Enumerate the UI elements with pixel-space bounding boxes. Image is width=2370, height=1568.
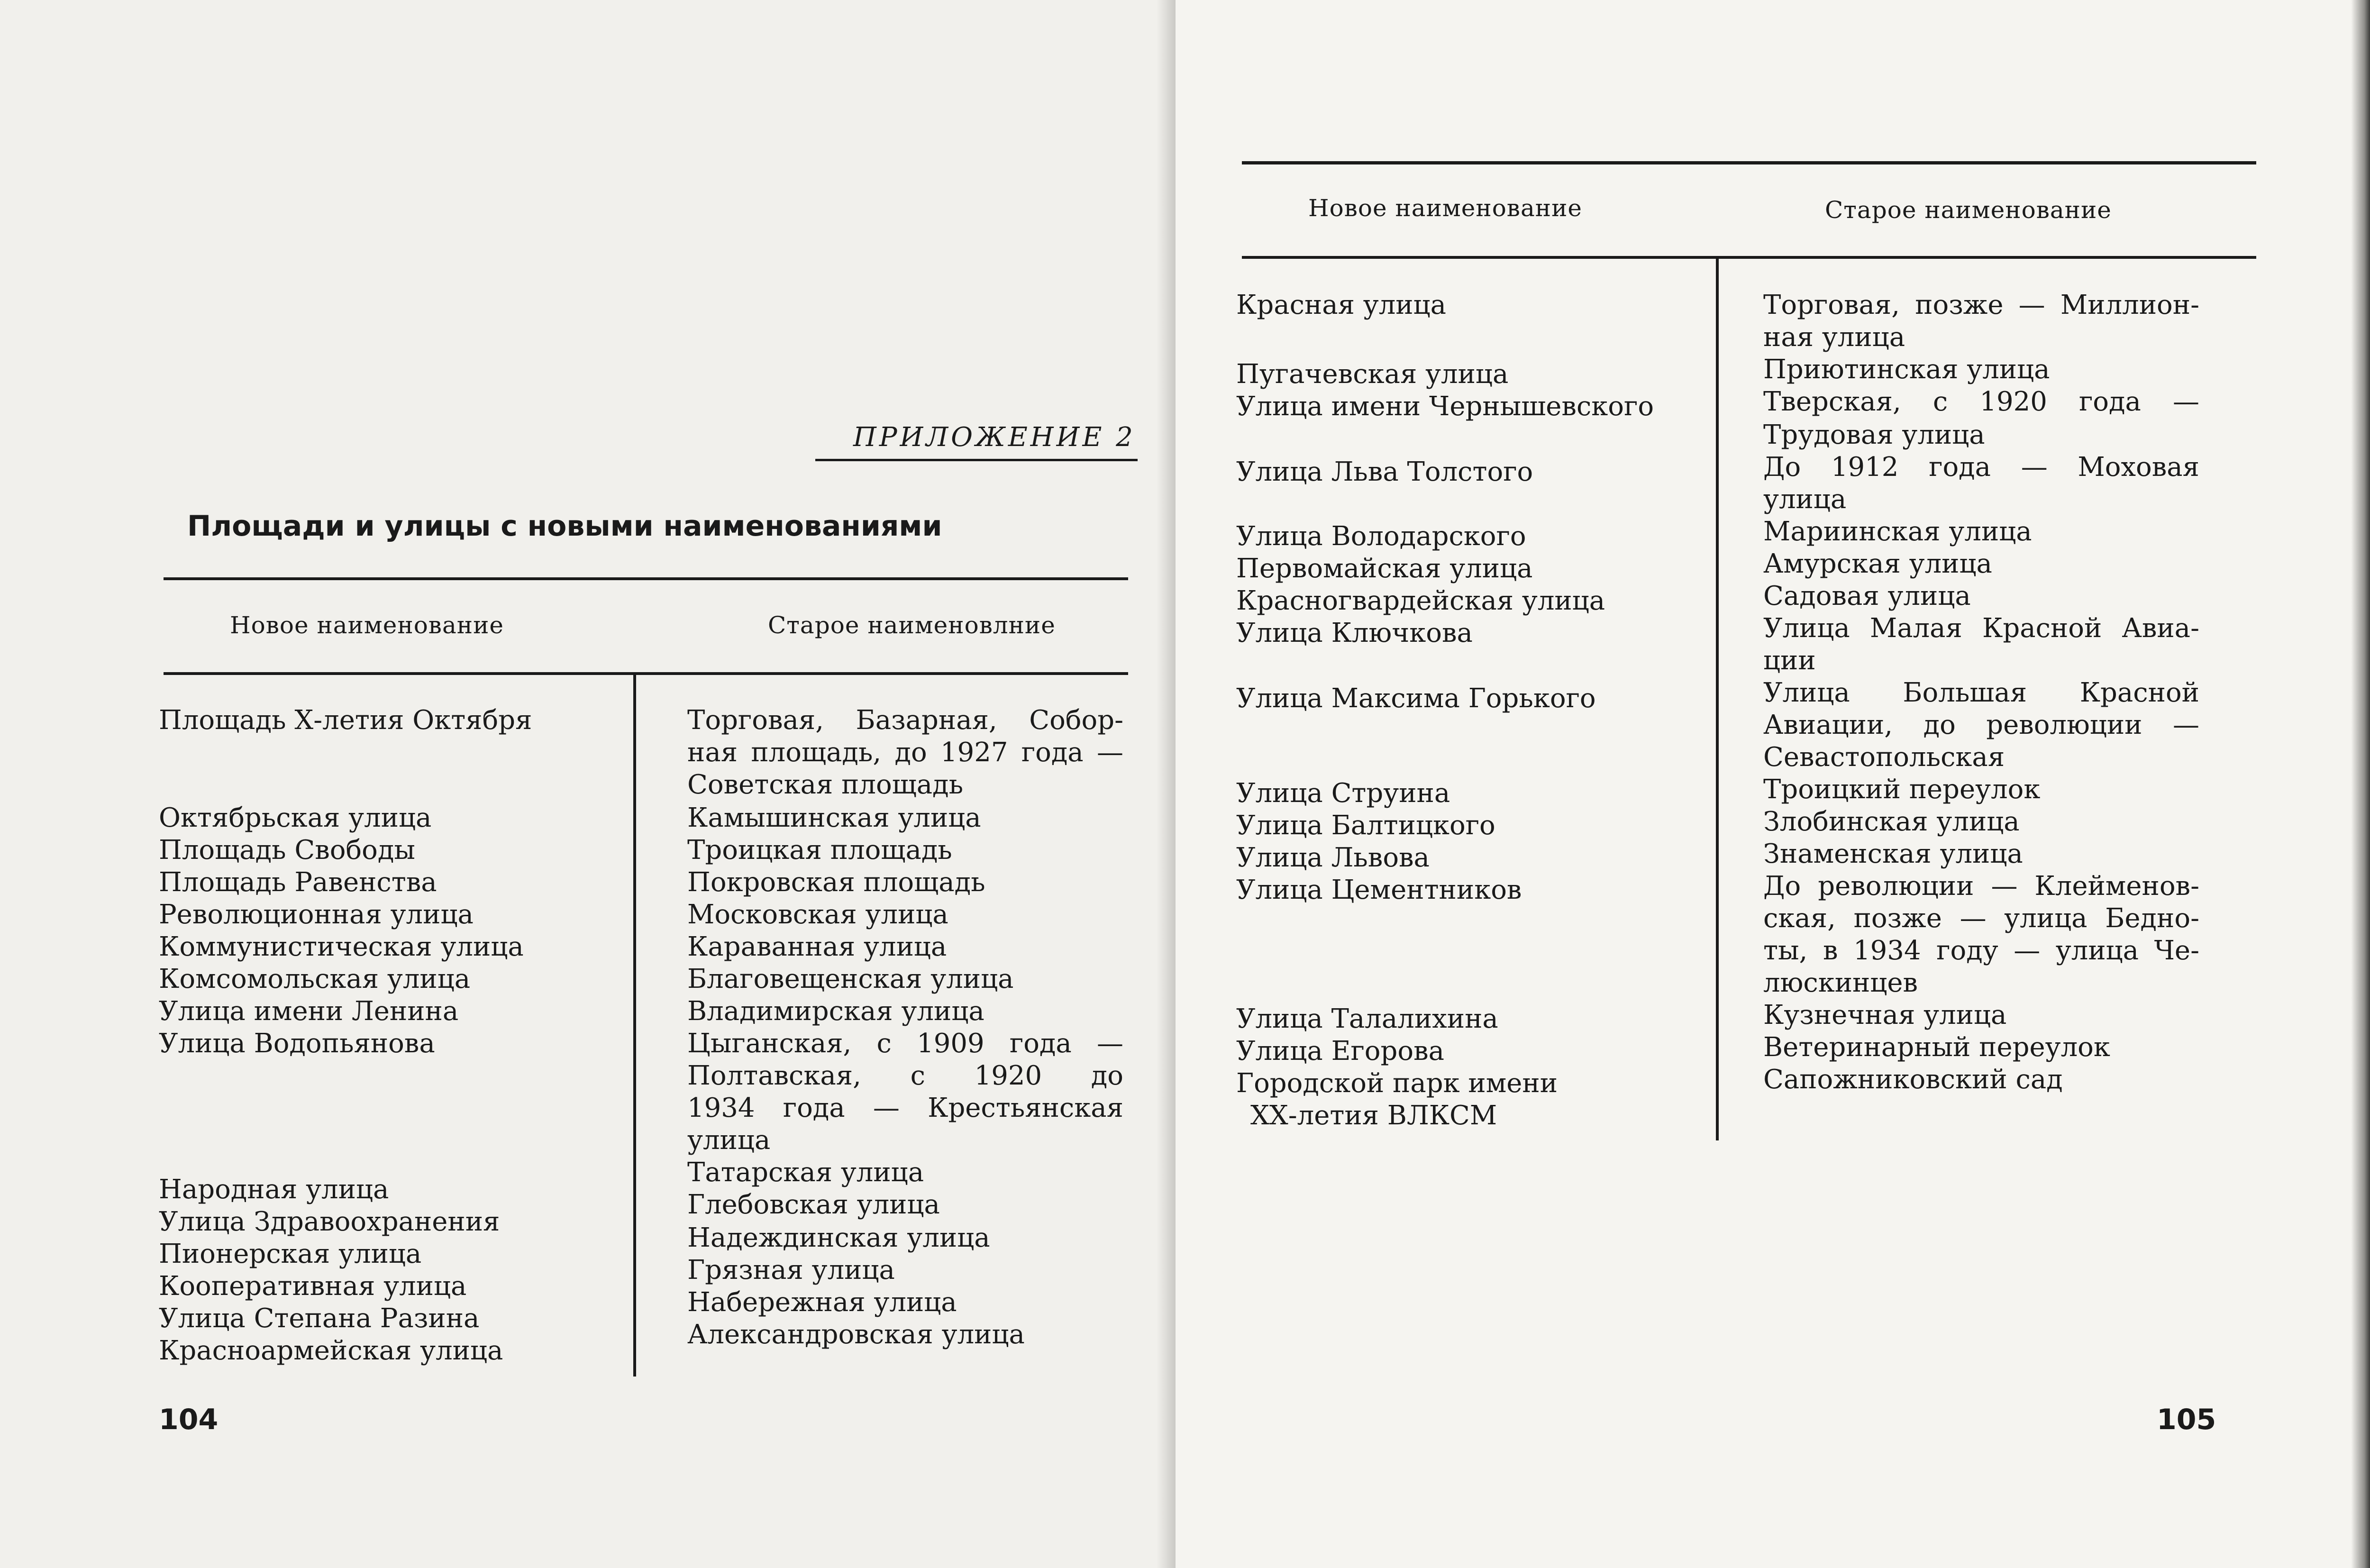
- table-cell-old: Улица Большая Красной: [1763, 677, 2199, 708]
- table-cell-old: Набережная улица: [687, 1287, 957, 1318]
- table-cell-new: Улица Львова: [1236, 842, 1430, 873]
- table-cell-new: Улица Егорова: [1236, 1036, 1444, 1067]
- table-cell-new: Улица Ключкова: [1236, 618, 1473, 648]
- table-cell-new: Пугачевская улица: [1236, 359, 1509, 390]
- table-cell-old: Татарская улица: [687, 1157, 924, 1188]
- table-cell-new: Комсомольская улица: [159, 964, 471, 994]
- table-cell-old: Грязная улица: [687, 1255, 895, 1285]
- column-header-new: Новое наименование: [230, 611, 504, 639]
- table-cell-old: До революции — Клейменов-: [1763, 871, 2199, 902]
- table-cell-old: Ветеринарный переулок: [1763, 1032, 2110, 1063]
- table-cell-old: Владимирская улица: [687, 996, 984, 1027]
- table-cell-new: Площадь Равенства: [159, 867, 437, 898]
- table-cell-old: Знаменская улица: [1763, 839, 2023, 869]
- table-cell-old: ская, позже — улица Бедно-: [1763, 903, 2199, 934]
- table-cell-old: ты, в 1934 году — улица Че-: [1763, 935, 2199, 966]
- table-cell-old: Садовая улица: [1763, 581, 1971, 611]
- column-header-old: Старое наименование: [1825, 196, 2112, 224]
- table-cell-old: люскинцев: [1763, 967, 1918, 998]
- table-cell-new: ХХ-летия ВЛКСМ: [1250, 1100, 1497, 1131]
- table-cell-old: Кузнечная улица: [1763, 1000, 2007, 1030]
- table-cell-old: 1934 года — Крестьянская: [687, 1093, 1123, 1123]
- table-cell-old: Тверская, с 1920 года —: [1763, 386, 2199, 417]
- table-cell-old: ции: [1763, 645, 1816, 676]
- table-cell-old: Троицкий переулок: [1763, 774, 2041, 805]
- table-cell-new: Улица Льва Толстого: [1236, 456, 1533, 487]
- table-cell-old: Сапожниковский сад: [1763, 1064, 2063, 1095]
- table-cell-old: До 1912 года — Моховая: [1763, 452, 2199, 483]
- table-cell-old: Александровская улица: [687, 1319, 1025, 1350]
- table-cell-new: Улица Струина: [1236, 778, 1450, 809]
- page-number: 104: [159, 1403, 219, 1436]
- table-cell-old: Полтавская, с 1920 до: [687, 1060, 1123, 1091]
- table-cell-new: Улица Цементников: [1236, 875, 1522, 905]
- table-cell-old: ная улица: [1763, 322, 1905, 353]
- page-title: Площади и улицы с новыми наименованиями: [187, 510, 942, 543]
- appendix-label: ПРИЛОЖЕНИЕ 2: [853, 422, 1136, 453]
- table-cell-old: улица: [687, 1125, 771, 1156]
- table-cell-new: Пионерская улица: [159, 1239, 422, 1269]
- table-cell-new: Коммунистическая улица: [159, 931, 524, 962]
- table-cell-new: Городской парк имени: [1236, 1068, 1558, 1099]
- table-cell-new: Улица Здравоохранения: [159, 1206, 500, 1237]
- table-cell-new: Красная улица: [1236, 290, 1447, 320]
- table-cell-old: Севастопольская: [1763, 742, 2005, 773]
- left-page: [0, 0, 1176, 1568]
- table-cell-old: Злобинская улица: [1763, 806, 2020, 837]
- table-cell-old: Благовещенская улица: [687, 964, 1014, 994]
- table-cell-old: Глебовская улица: [687, 1189, 940, 1220]
- table-top-rule: [1242, 161, 2256, 164]
- column-divider: [1716, 259, 1719, 1140]
- table-header-rule: [1242, 256, 2256, 259]
- table-cell-new: Улица имени Чернышевского: [1236, 391, 1654, 422]
- table-cell-new: Улица Степана Разина: [159, 1303, 480, 1334]
- table-cell-old: Торговая, позже — Миллион-: [1763, 290, 2199, 320]
- column-divider: [633, 675, 636, 1377]
- table-header-rule: [164, 672, 1128, 675]
- table-cell-new: Кооперативная улица: [159, 1271, 467, 1302]
- table-cell-old: Покровская площадь: [687, 867, 985, 898]
- table-cell-new: Красноармейская улица: [159, 1335, 503, 1366]
- table-cell-old: Приютинская улица: [1763, 354, 2050, 385]
- table-top-rule: [164, 577, 1128, 580]
- table-cell-old: Цыганская, с 1909 года —: [687, 1028, 1123, 1059]
- table-cell-old: Мариинская улица: [1763, 516, 2032, 547]
- table-cell-new: Улица Балтицкого: [1236, 810, 1495, 841]
- page-edge-shadow: [2351, 0, 2370, 1568]
- table-cell-new: Народная улица: [159, 1174, 389, 1205]
- table-cell-new: Октябрьская улица: [159, 802, 432, 833]
- table-cell-new: Первомайская улица: [1236, 553, 1533, 584]
- table-cell-old: Советская площадь: [687, 769, 964, 800]
- appendix-underline: [815, 459, 1138, 461]
- column-header-old: Старое наименовлние: [768, 611, 1056, 639]
- table-cell-old: Амурская улица: [1763, 548, 1992, 579]
- table-cell-old: ная площадь, до 1927 года —: [687, 737, 1123, 768]
- table-cell-old: Трудовая улица: [1763, 419, 1985, 450]
- table-cell-old: Московская улица: [687, 899, 948, 930]
- right-page: [1176, 0, 2370, 1568]
- table-cell-new: Улица Водопьянова: [159, 1028, 435, 1059]
- table-cell-old: Караванная улица: [687, 931, 947, 962]
- table-cell-old: Торговая, Базарная, Собор-: [687, 705, 1123, 736]
- page-number: 105: [2157, 1403, 2216, 1436]
- table-cell-new: Площадь Х-летия Октября: [159, 705, 532, 736]
- table-cell-old: Надеждинская улица: [687, 1222, 990, 1253]
- table-cell-new: Улица Талалихина: [1236, 1003, 1498, 1034]
- table-cell-new: Улица имени Ленина: [159, 996, 459, 1027]
- table-cell-new: Улица Максима Горького: [1236, 683, 1596, 714]
- table-cell-old: Камышинская улица: [687, 802, 981, 833]
- table-cell-old: Авиации, до революции —: [1763, 710, 2199, 740]
- table-cell-old: улица: [1763, 484, 1847, 515]
- table-cell-new: Площадь Свободы: [159, 835, 415, 866]
- table-cell-old: Троицкая площадь: [687, 835, 952, 866]
- column-header-new: Новое наименование: [1308, 194, 1583, 222]
- table-cell-old: Улица Малая Красной Авиа-: [1763, 613, 2199, 644]
- table-cell-new: Красногвардейская улица: [1236, 585, 1605, 616]
- table-cell-new: Улица Володарского: [1236, 521, 1526, 552]
- table-cell-new: Революционная улица: [159, 899, 474, 930]
